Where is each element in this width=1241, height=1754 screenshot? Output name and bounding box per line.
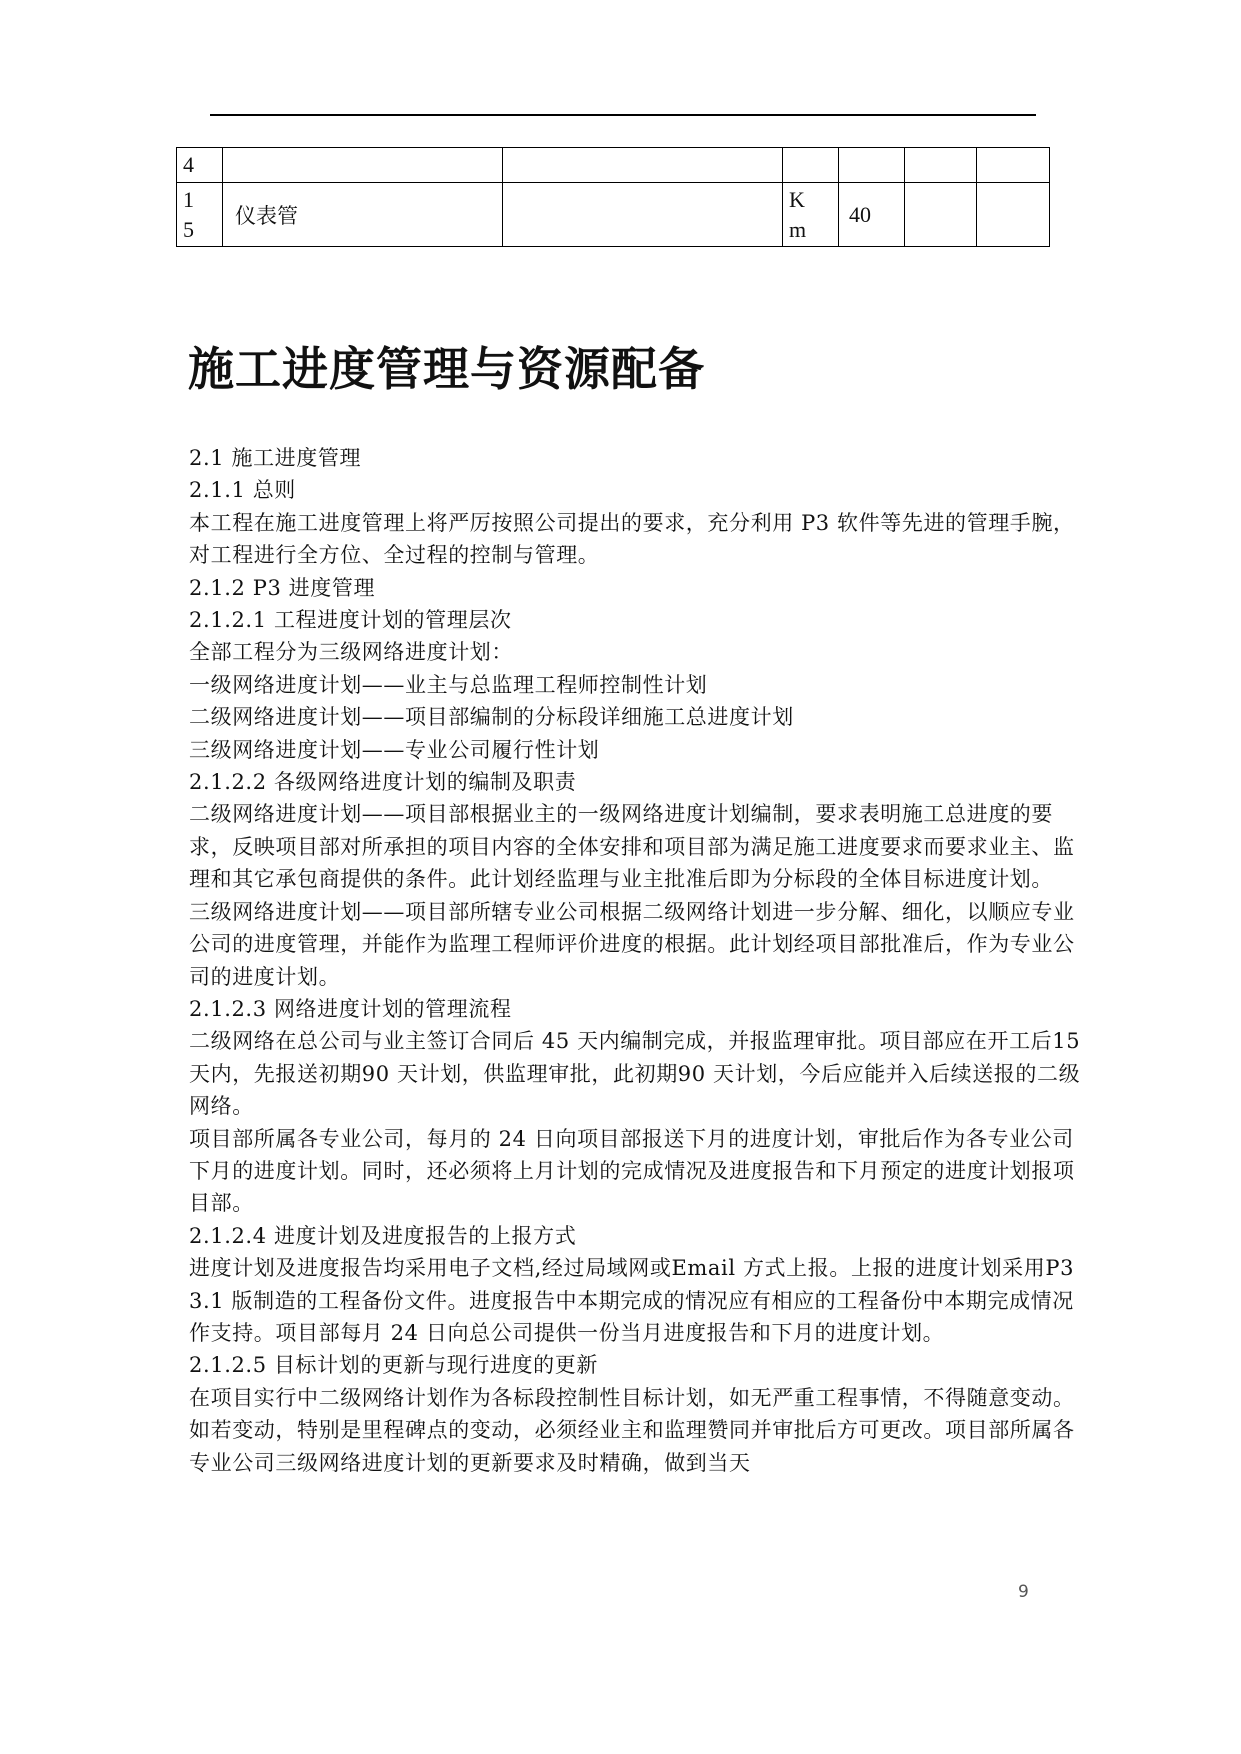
materials-table [176,147,1050,247]
table-cell-spec [503,148,783,183]
table-row [177,183,1050,247]
list-item: 一级网络进度计划——业主与总监理工程师控制性计划 [189,672,708,697]
paragraph: 三级网络进度计划——项目部所辖专业公司根据二级网络计划进一步分解、细化，以顺应专业公司的进度管理，并能作为监理工程师评价进度的根据。此计划经项目部批准后，作为专业公司的进度计划。 [189,899,1075,989]
page-number: 9 [1018,1582,1029,1602]
table-cell-unit: K m [783,183,839,247]
table-cell-spec [503,183,783,247]
table-cell-qty [839,148,905,183]
paragraph: 二级网络进度计划——项目部根据业主的一级网络进度计划编制，要求表明施工总进度的要求，反映项目部对所承担的项目内容的全体安排和项目部为满足施工进度要求而要求业主、监理和其它承包商提供的条件。此计划经监理与业主批准后即为分标段的全体目标进度计划。 [189,802,1075,892]
table-cell-extra [977,183,1050,247]
table-cell-qty: 40 [839,183,905,247]
table-row [177,148,1050,183]
heading-2-1-2-4: 2.1.2.4 进度计划及进度报告的上报方式 [189,1223,577,1248]
list-item: 三级网络进度计划——专业公司履行性计划 [189,737,600,762]
section-title: 施工进度管理与资源配备 [188,342,705,396]
paragraph: 进度计划及进度报告均采用电子文档,经过局域网或Email 方式上报。上报的进度计划采用P3 3.1 版制造的工程备份文件。进度报告中本期完成的情况应有相应的工程备份中本期完成情况作支持。项目部每月 24 日向总公司提供一份当月进度报告和下月的进度计划。 [189,1256,1075,1345]
heading-2-1: 2.1 施工进度管理 [189,446,362,470]
paragraph: 在项目实行中二级网络计划作为各标段控制性目标计划，如无严重工程事情，不得随意变动。如若变动，特别是里程碑点的变动，必须经业主和监理赞同并审批后方可更改。项目部所属各专业公司三级网络进度计划的更新要求及时精确，做到当天 [189,1385,1075,1475]
paragraph: 项目部所属各专业公司，每月的 24 日向项目部报送下月的进度计划，审批后作为各专业公司下月的进度计划。同时，还必须将上月计划的完成情况及进度报告和下月预定的进度计划报项目部。 [189,1126,1075,1216]
paragraph: 全部工程分为三级网络进度计划： [189,640,513,665]
table-cell-no: 4 [177,148,223,183]
table-cell-extra [977,148,1050,183]
header-rule [210,114,1036,116]
heading-2-1-2-5: 2.1.2.5 目标计划的更新与现行进度的更新 [189,1353,598,1378]
paragraph: 本工程在施工进度管理上将严厉按照公司提出的要求，充分利用 P3 软件等先进的管理手腕，对工程进行全方位、全过程的控制与管理。 [189,510,1075,568]
table-cell-extra [905,148,977,183]
table-cell-no: 1 5 [177,183,223,247]
table-cell-extra [905,183,977,247]
table-cell-unit [783,148,839,183]
heading-2-1-2: 2.1.2 P3 进度管理 [189,575,376,600]
heading-2-1-2-2: 2.1.2.2 各级网络进度计划的编制及职责 [189,770,577,795]
heading-2-1-2-3: 2.1.2.3 网络进度计划的管理流程 [189,996,512,1021]
table-cell-name [223,148,503,183]
list-item: 二级网络进度计划——项目部编制的分标段详细施工总进度计划 [189,705,794,730]
heading-2-1-1: 2.1.1 总则 [189,478,296,503]
paragraph: 二级网络在总公司与业主签订合同后 45 天内编制完成，并报监理审批。项目部应在开工后15 天内，先报送初期90 天计划，供监理审批，此初期90 天计划，今后应能并入后续送报的二级网络。 [189,1029,1081,1119]
table-cell-name: 仪表管 [223,183,503,247]
body-text [189,442,1089,1479]
heading-2-1-2-1: 2.1.2.1 工程进度计划的管理层次 [189,608,512,633]
